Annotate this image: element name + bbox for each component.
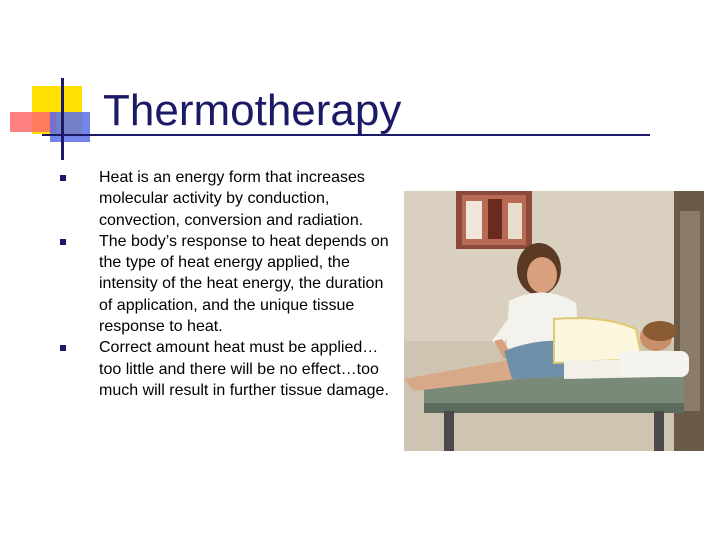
accent-vertical-line	[61, 78, 64, 160]
accent-blue-square	[50, 112, 90, 142]
bullet-item	[60, 167, 390, 231]
therapy-photo	[404, 191, 704, 451]
bullet-text: The body’s response to heat depends on the type of heat energy applied, the intensity of the heat energy, the duration of application, and the unique tissue response to heat.	[99, 232, 389, 336]
slide-title: Thermotherapy	[103, 86, 402, 135]
therapy-photo-illustration	[404, 191, 704, 451]
bullet-list	[60, 167, 390, 401]
bullet-square-icon	[60, 345, 66, 351]
bullet-square-icon	[60, 239, 66, 245]
bullet-text: Heat is an energy form that increases molecular activity by conduction, convection, conversion and radiation.	[99, 169, 365, 229]
bullet-text: Correct amount heat must be applied…too little and there will be no effect…too much will result in further tissue damage.	[99, 339, 389, 399]
bullet-item	[60, 231, 390, 337]
bullet-item	[60, 337, 390, 401]
bullet-square-icon	[60, 175, 66, 181]
